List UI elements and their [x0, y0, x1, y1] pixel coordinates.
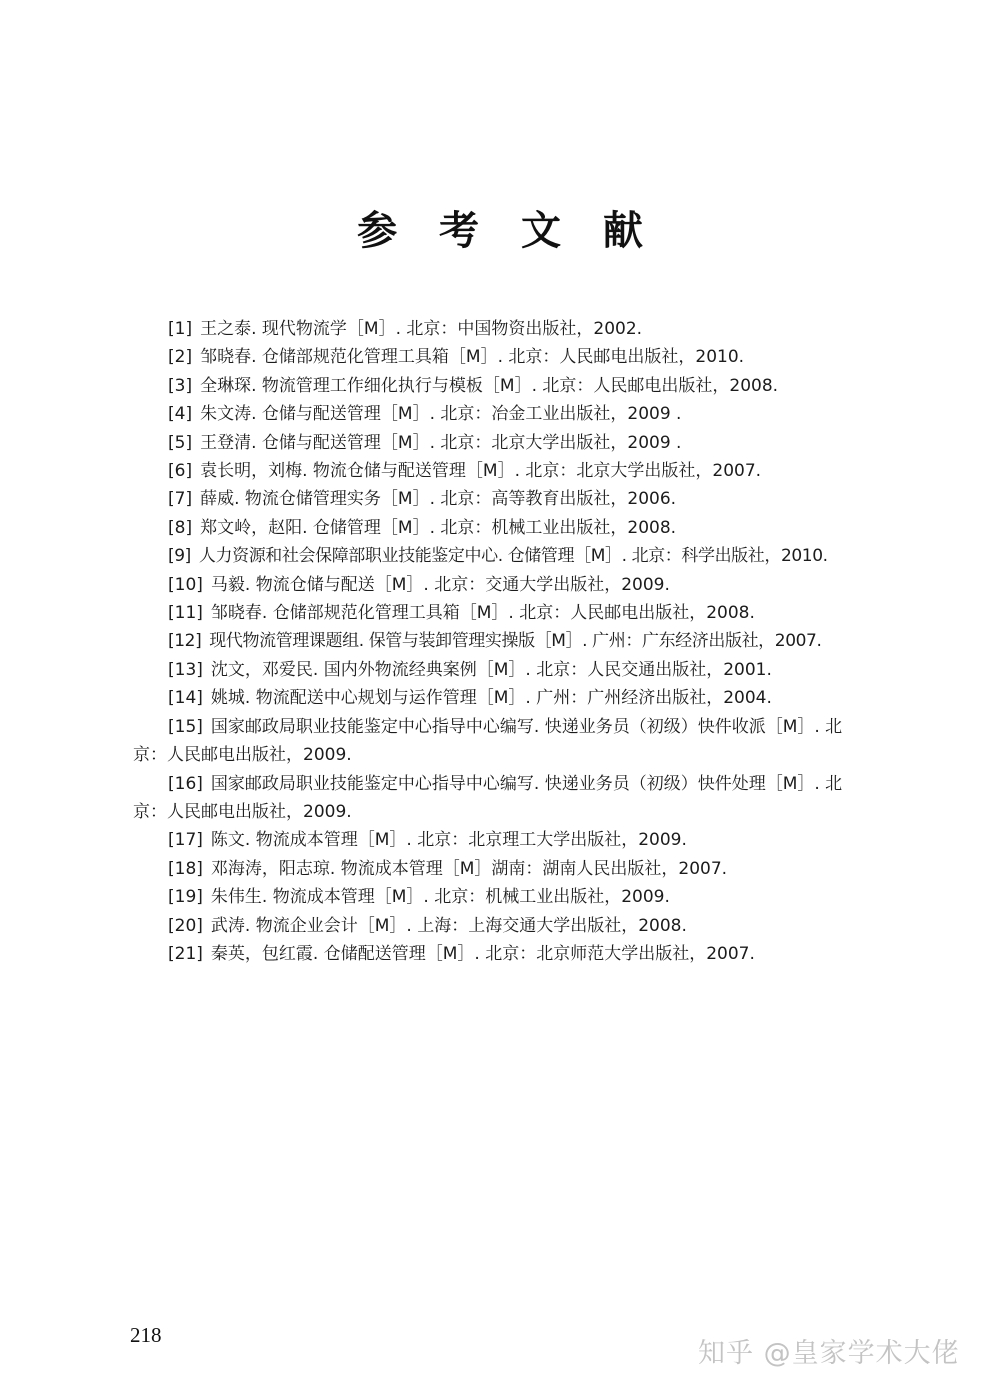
reference-number: [5]: [168, 432, 193, 453]
reference-text: 武涛. 物流企业会计［M］. 上海：上海交通大学出版社，2008.: [210, 915, 687, 936]
reference-number: [7]: [168, 489, 193, 510]
reference-item: [133, 684, 873, 712]
reference-text: 袁长明，刘梅. 物流仓储与配送管理［M］. 北京：北京大学出版社，2007.: [200, 461, 762, 482]
reference-text: 郑文岭，赵阳. 仓储管理［M］. 北京：机械工业出版社，2008.: [200, 517, 677, 538]
reference-text: 邓海涛，阳志琼. 物流成本管理［M］湖南：湖南人民出版社，2007.: [210, 858, 728, 879]
reference-number: [10]: [168, 574, 203, 595]
reference-item: [133, 514, 873, 542]
reference-text: 现代物流管理课题组. 保管与装卸管理实操版［M］. 广州：广东经济出版社，2007.: [209, 631, 822, 652]
reference-number: [16]: [168, 773, 203, 794]
reference-number: [14]: [168, 688, 203, 709]
watermark-text: 知乎 @皇家学术大佬: [698, 1338, 960, 1369]
reference-number: [8]: [168, 517, 193, 538]
page-number: 218: [130, 1323, 162, 1347]
reference-item: [133, 940, 873, 968]
reference-item: [133, 457, 873, 485]
reference-item: [133, 571, 873, 599]
reference-text: 王之泰. 现代物流学［M］. 北京：中国物资出版社，2002.: [200, 319, 643, 339]
reference-number: [4]: [168, 404, 193, 425]
reference-text: 薛威. 物流仓储管理实务［M］. 北京：高等教育出版社，2006.: [200, 489, 677, 510]
reference-text: 人力资源和社会保障部职业技能鉴定中心. 仓储管理［M］. 北京：科学出版社，2010.: [198, 546, 828, 567]
page-title: 参 考 文 献: [357, 208, 657, 254]
reference-text: 邹晓春. 仓储部规范化管理工具箱［M］. 北京：人民邮电出版社，2008.: [210, 603, 755, 624]
reference-item: [133, 855, 873, 883]
reference-item: [133, 656, 873, 684]
reference-text: 朱伟生. 物流成本管理［M］. 北京：机械工业出版社，2009.: [210, 887, 670, 908]
reference-text: 邹晓春. 仓储部规范化管理工具箱［M］. 北京：人民邮电出版社，2010.: [200, 347, 745, 368]
reference-text: 陈文. 物流成本管理［M］. 北京：北京理工大学出版社，2009.: [210, 830, 687, 851]
reference-item: [133, 400, 873, 428]
reference-number: [20]: [168, 915, 203, 936]
reference-text: 国家邮政局职业技能鉴定中心指导中心编写. 快递业务员（初级）快件收派［M］. 北京：人民邮电出版社，2009.: [133, 716, 843, 766]
reference-number: [19]: [168, 887, 203, 908]
reference-number: [1]: [168, 319, 193, 339]
reference-item: [133, 599, 873, 627]
reference-number: [3]: [168, 375, 193, 396]
reference-item: [133, 485, 873, 513]
reference-item: [133, 627, 873, 655]
reference-item: [133, 343, 873, 371]
reference-item: [133, 429, 873, 457]
reference-item: [133, 912, 873, 940]
reference-list: [133, 315, 873, 968]
reference-number: [2]: [168, 347, 193, 368]
reference-number: [6]: [168, 461, 193, 482]
reference-number: [17]: [168, 830, 203, 851]
reference-text: 全琳琛. 物流管理工作细化执行与模板［M］. 北京：人民邮电出版社，2008.: [200, 375, 779, 396]
reference-item: [133, 713, 873, 770]
reference-number: [13]: [168, 659, 203, 680]
reference-text: 王登清. 仓储与配送管理［M］. 北京：北京大学出版社，2009 .: [200, 432, 682, 453]
reference-text: 朱文涛. 仓储与配送管理［M］. 北京：冶金工业出版社，2009 .: [200, 404, 682, 425]
reference-number: [18]: [168, 858, 203, 879]
reference-text: 沈文，邓爱民. 国内外物流经典案例［M］. 北京：人民交通出版社，2001.: [210, 659, 772, 680]
reference-item: [133, 542, 873, 570]
reference-number: [15]: [168, 716, 203, 737]
reference-item: [133, 315, 873, 343]
reference-text: 马毅. 物流仓储与配送［M］. 北京：交通大学出版社，2009.: [210, 574, 670, 595]
reference-number: [21]: [168, 943, 203, 964]
reference-item: [133, 826, 873, 854]
reference-item: [133, 883, 873, 911]
reference-item: [133, 372, 873, 400]
reference-item: [133, 770, 873, 827]
reference-number: [9]: [168, 546, 191, 567]
reference-text: 秦英，包红霞. 仓储配送管理［M］. 北京：北京师范大学出版社，2007.: [210, 943, 755, 964]
reference-number: [12]: [168, 631, 202, 652]
reference-text: 姚城. 物流配送中心规划与运作管理［M］. 广州：广州经济出版社，2004.: [210, 688, 772, 709]
reference-text: 国家邮政局职业技能鉴定中心指导中心编写. 快递业务员（初级）快件处理［M］. 北京：人民邮电出版社，2009.: [133, 773, 843, 822]
reference-number: [11]: [168, 603, 203, 624]
